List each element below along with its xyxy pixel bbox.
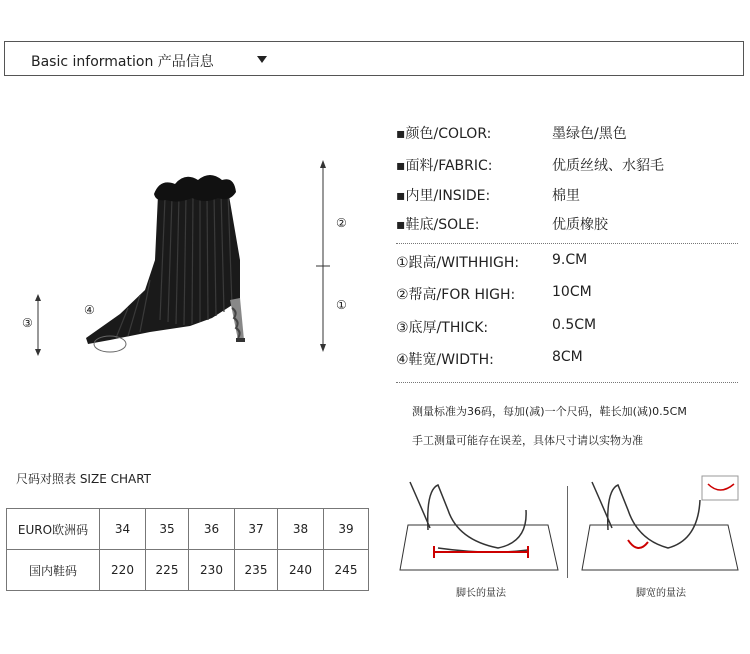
- note-line-1: 测量标准为36码，每加(减)一个尺码，鞋长加(减)0.5CM: [412, 405, 687, 418]
- spec-key: ▪面料/FABRIC:: [396, 158, 493, 174]
- shoe-illustration: [0, 150, 380, 370]
- divider: [567, 486, 568, 578]
- foot-width-illustration: [578, 470, 743, 580]
- size-cell: 245: [324, 550, 369, 591]
- fur-collar: [154, 175, 236, 202]
- row-label: EURO欧洲码: [7, 509, 100, 550]
- note-line-2: 手工测量可能存在误差，具体尺寸请以实物为准: [412, 434, 643, 447]
- size-cell: 230: [189, 550, 235, 591]
- size-cell: 220: [100, 550, 146, 591]
- divider: [396, 243, 738, 244]
- marker-2: ②: [336, 216, 347, 230]
- size-chart-table: [6, 508, 369, 591]
- header-title: Basic information 产品信息: [31, 54, 214, 70]
- measure-value: 8CM: [552, 349, 583, 365]
- measure-key: ④鞋宽/WIDTH:: [396, 352, 494, 368]
- spec-value: 棉里: [552, 188, 580, 204]
- foot-length-label: 脚长的量法: [456, 588, 506, 599]
- size-cell: 235: [235, 550, 278, 591]
- dropdown-arrow-icon[interactable]: [257, 56, 267, 63]
- size-cell: 35: [146, 509, 189, 550]
- size-chart-title: 尺码对照表 SIZE CHART: [16, 472, 151, 486]
- spec-value: 优质丝绒、水貂毛: [552, 158, 664, 174]
- spec-key: ▪颜色/COLOR:: [396, 126, 492, 142]
- foot-width-label: 脚宽的量法: [636, 588, 686, 599]
- boot-body: [86, 190, 240, 344]
- marker-3: ③: [22, 316, 33, 330]
- row-label: 国内鞋码: [7, 550, 100, 591]
- spec-key: ▪鞋底/SOLE:: [396, 217, 480, 233]
- spec-value: 优质橡胶: [552, 217, 608, 233]
- foot-length-illustration: [398, 470, 563, 580]
- marker-4: ④: [84, 303, 95, 317]
- size-cell: 37: [235, 509, 278, 550]
- size-cell: 240: [278, 550, 324, 591]
- table-row: [7, 550, 369, 591]
- size-cell: 38: [278, 509, 324, 550]
- spec-value: 墨绿色/黑色: [552, 126, 627, 142]
- table-row: [7, 509, 369, 550]
- measure-key: ①跟高/WITHHIGH:: [396, 255, 520, 271]
- spec-key: ▪内里/INSIDE:: [396, 188, 491, 204]
- measure-value: 9.CM: [552, 252, 588, 268]
- size-cell: 34: [100, 509, 146, 550]
- shoe-drawing: [0, 150, 380, 370]
- measure-key: ②帮高/FOR HIGH:: [396, 287, 516, 303]
- size-cell: 225: [146, 550, 189, 591]
- marker-1: ①: [336, 298, 347, 312]
- measure-value: 0.5CM: [552, 317, 597, 333]
- measure-key: ③底厚/THICK:: [396, 320, 489, 336]
- metal-heel: [230, 298, 244, 340]
- measure-value: 10CM: [552, 284, 592, 300]
- size-cell: 39: [324, 509, 369, 550]
- divider: [396, 382, 738, 383]
- basic-info-header[interactable]: [4, 41, 744, 76]
- size-cell: 36: [189, 509, 235, 550]
